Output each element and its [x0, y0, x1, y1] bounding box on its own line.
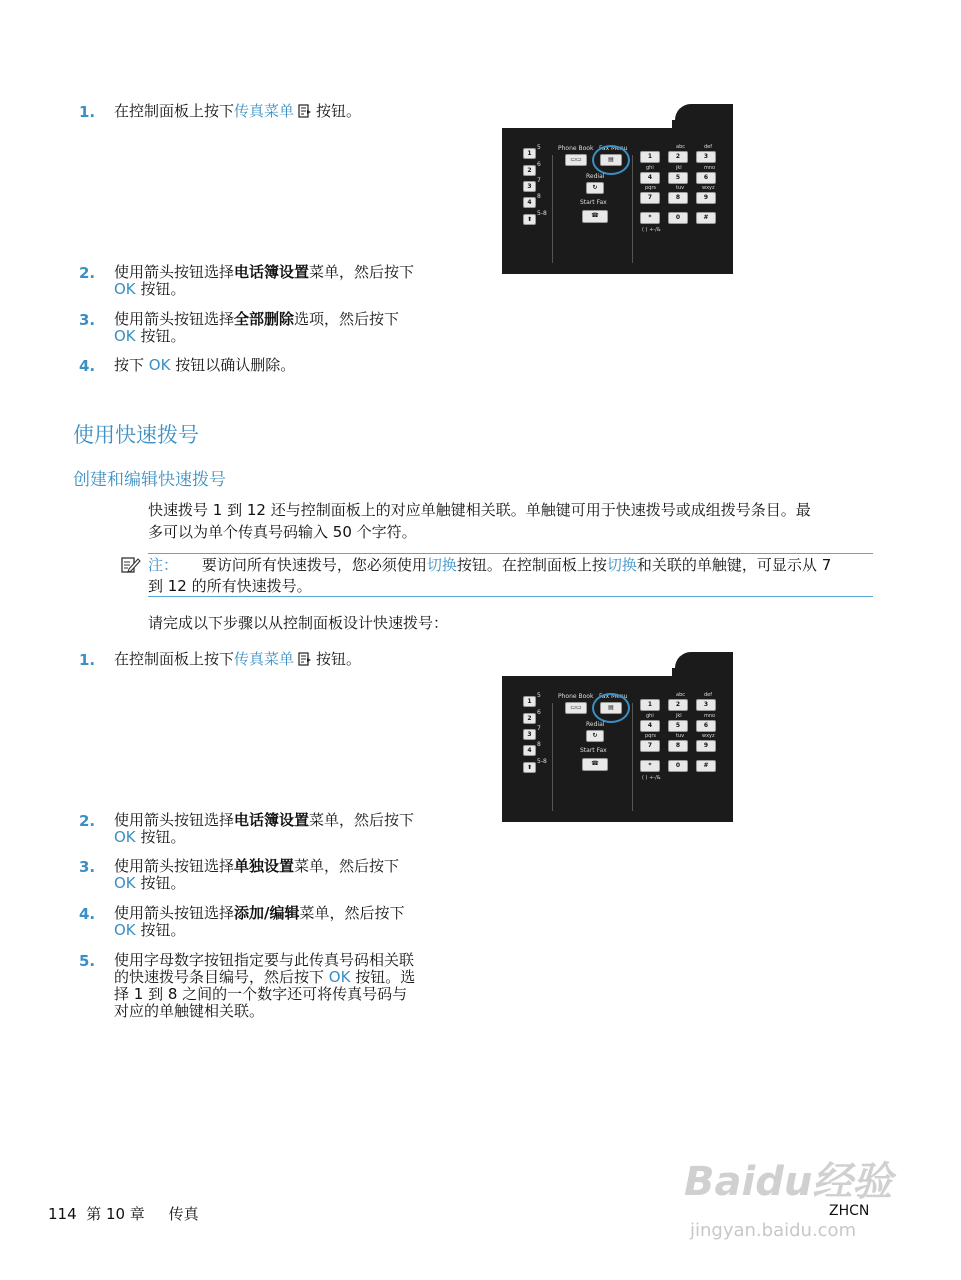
keypad-key: 2	[668, 699, 688, 711]
control-panel-illustration: 1 2 3 4 ⬆ 5 6 7 8 5-8 Phone Book Fax Menu ▭▭ ▤ Redial ↻ Start Fax ☎ abc def 1 2 3 ghi jkl mno 4 5 6 pqrs tuv wxyz 7 8 9 * 0 # ( ) +-/&	[502, 128, 733, 274]
keypad-key: 1	[640, 151, 660, 163]
redial-icon: ↻	[586, 182, 604, 194]
step-4-text: 按下 OK 按钮以确认删除。	[114, 356, 296, 374]
keypad-key: *	[640, 760, 660, 772]
keypad-key: 7	[640, 192, 660, 204]
fax-menu-link: 传真菜单	[234, 102, 295, 120]
keypad-key: 3	[696, 151, 716, 163]
one-touch-key: 2	[523, 713, 536, 724]
start-fax-icon: ☎	[582, 758, 608, 771]
step-number: 3.	[79, 858, 96, 876]
keypad-key: *	[640, 212, 660, 224]
keypad-key: 9	[696, 192, 716, 204]
chapter-title: 传真	[168, 1205, 199, 1223]
one-touch-key: 1	[523, 696, 536, 707]
phone-book-icon: ▭▭	[565, 154, 587, 166]
keypad-key: #	[696, 760, 716, 772]
redial-icon: ↻	[586, 730, 604, 742]
note-icon	[121, 556, 141, 574]
keypad-key: #	[696, 212, 716, 224]
highlight-ring	[592, 693, 630, 723]
note-block: 注： 要访问所有快速拨号，您必须使用切换按钮。在控制面板上按切换和关联的单触键，可显示从 7 到 12 的所有快速拨号。	[148, 556, 832, 595]
page-number: 114	[48, 1205, 77, 1223]
control-panel-illustration: 1 2 3 4 ⬆ 5 6 7 8 5-8 Phone Book Fax Menu ▭▭ ▤ Redial ↻ Start Fax ☎ abc def 1 2 3 ghi jkl mno 4 5 6 pqrs tuv wxyz 7 8 9 * 0 # ( ) +-/&	[502, 676, 733, 822]
keypad-key: 5	[668, 172, 688, 184]
section-heading: 使用快速拨号	[73, 423, 199, 447]
keypad-key: 0	[668, 212, 688, 224]
phone-book-icon: ▭▭	[565, 702, 587, 714]
body-paragraph: 快速拨号 1 到 12 还与控制面板上的对应单触键相关联。单触键可用于快速拨号或成组拨号条目。最 多可以为单个传真号码输入 50 个字符。	[148, 501, 811, 541]
keypad-key: 3	[696, 699, 716, 711]
step-2-text: 使用箭头按钮选择电话簿设置菜单，然后按下 OK 按钮。	[114, 811, 415, 846]
watermark-url: jingyan.baidu.com	[690, 1220, 857, 1241]
highlight-ring	[592, 145, 630, 175]
step-2-text: 使用箭头按钮选择电话簿设置菜单，然后按下 OK 按钮。	[114, 263, 415, 298]
fax-menu-link: 传真菜单	[234, 650, 295, 668]
fax-menu-icon	[298, 652, 312, 666]
keypad-key: 8	[668, 192, 688, 204]
fax-menu-icon	[298, 104, 312, 118]
one-touch-key: 3	[523, 181, 536, 192]
step-number: 1.	[79, 651, 96, 669]
keypad-key: 8	[668, 740, 688, 752]
step-number: 4.	[79, 357, 96, 375]
step-number: 1.	[79, 103, 96, 121]
step-5-text: 使用字母数字按钮指定要与此传真号码相关联 的快速拨号条目编号，然后按下 OK 按钮。选 择 1 到 8 之间的一个数字还可将传真号码与 对应的单触键相关联。	[114, 951, 416, 1020]
step-number: 3.	[79, 311, 96, 329]
one-touch-key: 2	[523, 165, 536, 176]
start-fax-icon: ☎	[582, 210, 608, 223]
subsection-heading: 创建和编辑快速拨号	[73, 470, 226, 490]
step-3-text: 使用箭头按钮选择单独设置菜单，然后按下 OK 按钮。	[114, 857, 400, 892]
keypad-key: 2	[668, 151, 688, 163]
note-top-rule	[148, 553, 873, 554]
step-1-text: 在控制面板上按下传真菜单 按钮。	[114, 102, 362, 120]
keypad-key: 1	[640, 699, 660, 711]
step-number: 2.	[79, 264, 96, 282]
page-footer-left	[48, 1203, 199, 1224]
shift-key: ⬆	[523, 762, 536, 773]
keypad-key: 6	[696, 720, 716, 732]
fax-menu-icon: ▤	[600, 702, 622, 714]
intro-text: 请完成以下步骤以从控制面板设计快速拨号：	[148, 614, 449, 632]
fax-menu-icon: ▤	[600, 154, 622, 166]
chapter-label: 第 10 章	[86, 1205, 145, 1223]
note-label: 注：	[148, 556, 179, 574]
keypad-key: 4	[640, 720, 660, 732]
step-4-text: 使用箭头按钮选择添加/编辑菜单，然后按下 OK 按钮。	[114, 904, 405, 939]
one-touch-key: 1	[523, 148, 536, 159]
keypad-key: 7	[640, 740, 660, 752]
keypad-key: 4	[640, 172, 660, 184]
one-touch-key: 4	[523, 197, 536, 208]
keypad-key: 0	[668, 760, 688, 772]
keypad-key: 6	[696, 172, 716, 184]
step-number: 5.	[79, 952, 96, 970]
page-footer-right: ZHCN	[829, 1203, 870, 1219]
step-number: 4.	[79, 905, 96, 923]
keypad-key: 5	[668, 720, 688, 732]
step-3-text: 使用箭头按钮选择全部删除选项，然后按下 OK 按钮。	[114, 310, 400, 345]
one-touch-key: 4	[523, 745, 536, 756]
step-number: 2.	[79, 812, 96, 830]
note-bottom-rule	[148, 596, 873, 597]
shift-key: ⬆	[523, 214, 536, 225]
watermark-logo: Baidu经验	[684, 1159, 893, 1205]
keypad-key: 9	[696, 740, 716, 752]
one-touch-key: 3	[523, 729, 536, 740]
step-1-text: 在控制面板上按下传真菜单 按钮。	[114, 650, 362, 668]
